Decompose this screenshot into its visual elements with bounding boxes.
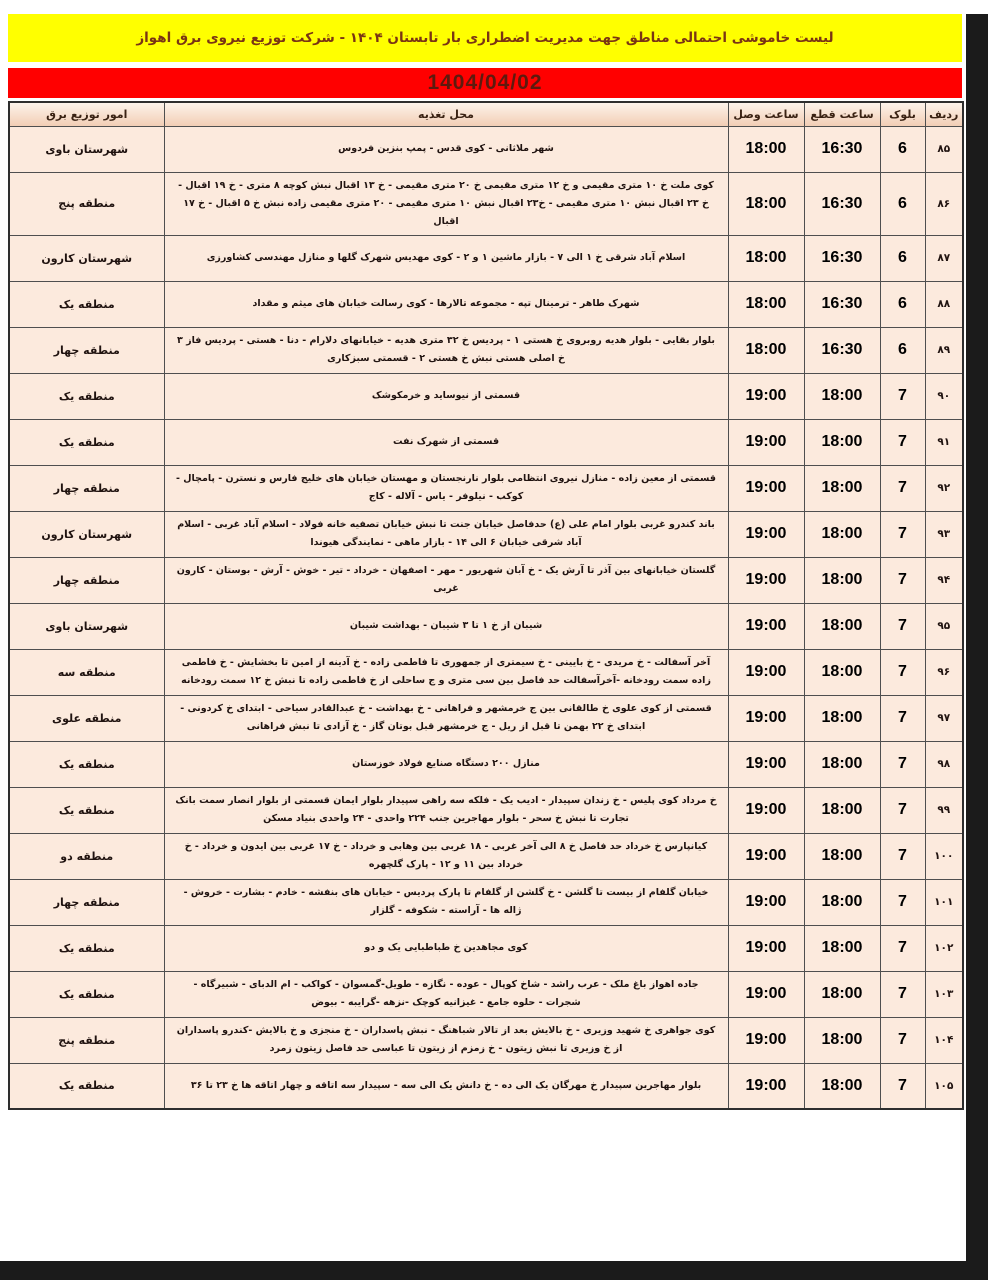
table-row: [9, 925, 963, 971]
row-number-cell: ۹۱: [925, 419, 963, 465]
location-cell: کیانپارس خ خرداد حد فاصل خ ۸ الی آخر غربی - ۱۸ غربی بین وهابی و خرداد - خ ۱۷ غربی بین ایدون و خرداد - خ خرداد بین ۱۱ و ۱۲ - پارک گلچهره: [164, 833, 728, 879]
table-row: [9, 373, 963, 419]
cut-time-cell: 18:00: [804, 373, 880, 419]
area-cell: منطقه یک: [9, 373, 164, 419]
table-row: [9, 1017, 963, 1063]
table-row: [9, 419, 963, 465]
outage-table: [8, 101, 964, 1110]
cut-time-cell: 18:00: [804, 557, 880, 603]
block-cell: 6: [880, 126, 925, 172]
restore-time-cell: 19:00: [728, 1063, 804, 1109]
row-number-cell: ۹۴: [925, 557, 963, 603]
location-cell: شیبان از خ ۱ تا ۳ شیبان - بهداشت شیبان: [164, 603, 728, 649]
location-cell: بلوار مهاجرین سپیدار خ مهرگان یک الی ده - خ دانش یک الی سه - سپیدار سه اتاقه و چهار اتاقه ها خ ۲۳ تا ۳۶: [164, 1063, 728, 1109]
cut-time-cell: 18:00: [804, 695, 880, 741]
cut-time-cell: 18:00: [804, 971, 880, 1017]
cut-time-cell: 18:00: [804, 787, 880, 833]
block-cell: 6: [880, 172, 925, 235]
block-cell: 7: [880, 649, 925, 695]
block-cell: 7: [880, 833, 925, 879]
cut-time-cell: 18:00: [804, 649, 880, 695]
area-cell: منطقه یک: [9, 281, 164, 327]
cut-time-cell: 18:00: [804, 741, 880, 787]
block-cell: 6: [880, 235, 925, 281]
table-row: [9, 603, 963, 649]
area-cell: شهرستان کارون: [9, 235, 164, 281]
area-cell: منطقه یک: [9, 787, 164, 833]
restore-time-cell: 18:00: [728, 172, 804, 235]
column-header-location: محل تغذیه: [164, 102, 728, 126]
restore-time-cell: 19:00: [728, 787, 804, 833]
location-cell: بلوار بقایی - بلوار هدیه روبروی خ هستی ۱ - پردیس خ ۳۲ متری هدیه - خیابانهای دلارام - دنا - هستی - پردیس فاز ۳ خ اصلی هستی نبش خ هستی ۲ - قسمتی سبزکاری: [164, 327, 728, 373]
table-row: [9, 235, 963, 281]
row-number-cell: ۹۲: [925, 465, 963, 511]
row-number-cell: ۹۷: [925, 695, 963, 741]
location-cell: کوی مجاهدین خ طباطبایی یک و دو: [164, 925, 728, 971]
row-number-cell: ۹۸: [925, 741, 963, 787]
column-header-restore-time: ساعت وصل: [728, 102, 804, 126]
area-cell: منطقه چهار: [9, 465, 164, 511]
block-cell: 7: [880, 741, 925, 787]
location-cell: اسلام آباد شرقی خ ۱ الی ۷ - بازار ماشین ۱ و ۲ - کوی مهدیس شهرک گلها و منازل مهندسی کشاورزی: [164, 235, 728, 281]
cut-time-cell: 18:00: [804, 465, 880, 511]
row-number-cell: ۸۶: [925, 172, 963, 235]
page-title: لیست خاموشی احتمالی مناطق جهت مدیریت اضطراری بار تابستان ۱۴۰۴ - شرکت توزیع نیروی برق اهواز: [136, 30, 834, 46]
restore-time-cell: 19:00: [728, 603, 804, 649]
location-cell: منازل ۲۰۰ دستگاه صنایع فولاد خوزستان: [164, 741, 728, 787]
restore-time-cell: 19:00: [728, 419, 804, 465]
block-cell: 7: [880, 557, 925, 603]
bottom-black-bar: [0, 1261, 988, 1280]
row-number-cell: ۹۶: [925, 649, 963, 695]
row-number-cell: ۱۰۱: [925, 879, 963, 925]
restore-time-cell: 18:00: [728, 126, 804, 172]
column-header-cut-time: ساعت قطع: [804, 102, 880, 126]
table-row: [9, 695, 963, 741]
table-row: [9, 1063, 963, 1109]
restore-time-cell: 18:00: [728, 235, 804, 281]
outage-schedule-sheet: [8, 14, 962, 1110]
table-row: [9, 741, 963, 787]
location-cell: قسمتی از معین زاده - منازل نیروی انتظامی بلوار نارنجستان و مهستان خیابان های خلیج فارس و نسترن - پامچال - کوکب - نیلوفر - یاس - آلاله - کاج: [164, 465, 728, 511]
restore-time-cell: 19:00: [728, 511, 804, 557]
restore-time-cell: 19:00: [728, 971, 804, 1017]
location-cell: آخر آسفالت - خ مریدی - خ بایینی - خ سیمتری از جمهوری تا فاطمی زاده - خ آدینه از امین تا بخشایش - خ فاطمی زاده سمت رودخانه -آخرآسفالت حد فاصل بین سی متری و ج ساحلی از خ فاطمی زاده تا نبش خ ۱۲ سمت رودخانه: [164, 649, 728, 695]
block-cell: 7: [880, 879, 925, 925]
cut-time-cell: 16:30: [804, 327, 880, 373]
column-header-block: بلوک: [880, 102, 925, 126]
row-number-cell: ۹۳: [925, 511, 963, 557]
cut-time-cell: 16:30: [804, 172, 880, 235]
table-row: [9, 833, 963, 879]
restore-time-cell: 19:00: [728, 649, 804, 695]
column-header-area: امور توزیع برق: [9, 102, 164, 126]
row-number-cell: ۱۰۲: [925, 925, 963, 971]
cut-time-cell: 18:00: [804, 511, 880, 557]
table-header-row: [9, 102, 963, 126]
block-cell: 7: [880, 373, 925, 419]
block-cell: 7: [880, 925, 925, 971]
area-cell: منطقه دو: [9, 833, 164, 879]
table-row: [9, 327, 963, 373]
table-row: [9, 172, 963, 235]
area-cell: شهرستان کارون: [9, 511, 164, 557]
table-row: [9, 649, 963, 695]
area-cell: منطقه یک: [9, 419, 164, 465]
location-cell: کوی ملت خ ۱۰ متری مقیمی و خ ۱۲ متری مقیمی خ ۲۰ متری مقیمی - خ ۱۳ اقبال نبش کوچه ۸ متری - خ ۱۹ اقبال - خ ۲۳ اقبال نبش ۱۰ متری مقیمی - خ۲۳ اقبال نبش ۱۰ متری مقیمی - ۲۰ متری مقیمی زاده نبش خ ۵ اقبال - خ ۱۷ اقبال: [164, 172, 728, 235]
location-cell: کوی جواهری خ شهید وزیری - خ بالایش بعد از تالار شباهنگ - نبش پاسداران - خ منجزی و خ بالایش -کندرو پاسداران از خ وزیری تا نبش زیتون - خ زمزم از زیتون تا عباسی حد فاصل زیتون زمرد: [164, 1017, 728, 1063]
restore-time-cell: 19:00: [728, 925, 804, 971]
table-row: [9, 465, 963, 511]
area-cell: منطقه یک: [9, 1063, 164, 1109]
cut-time-cell: 16:30: [804, 126, 880, 172]
table-row: [9, 971, 963, 1017]
cut-time-cell: 18:00: [804, 879, 880, 925]
location-cell: قسمتی از شهرک نفت: [164, 419, 728, 465]
area-cell: منطقه پنج: [9, 172, 164, 235]
block-cell: 7: [880, 971, 925, 1017]
cut-time-cell: 16:30: [804, 235, 880, 281]
restore-time-cell: 19:00: [728, 465, 804, 511]
title-banner: [8, 14, 962, 62]
area-cell: شهرستان باوی: [9, 126, 164, 172]
row-number-cell: ۹۹: [925, 787, 963, 833]
row-number-cell: ۱۰۴: [925, 1017, 963, 1063]
restore-time-cell: 19:00: [728, 879, 804, 925]
restore-time-cell: 19:00: [728, 373, 804, 419]
location-cell: گلستان خیابانهای بین آذر تا آرش یک - خ آبان شهریور - مهر - اصفهان - خرداد - تیر - خوش - آرش - بوستان - کارون غربی: [164, 557, 728, 603]
area-cell: منطقه علوی: [9, 695, 164, 741]
area-cell: منطقه چهار: [9, 879, 164, 925]
location-cell: شهر ملاثانی - کوی قدس - پمپ بنزین فردوس: [164, 126, 728, 172]
location-cell: خ مرداد کوی پلیس - خ زندان سپیدار - ادیب یک - فلکه سه راهی سپیدار بلوار ایمان قسمتی از بلوار انصار سمت بانک تجارت تا نبش خ سحر - بلوار مهاجرین جنب ۲۲۴ واحدی - ۲۴ واحدی بنیاد مسکن: [164, 787, 728, 833]
location-cell: قسمتی از نیوساید و خرمکوشک: [164, 373, 728, 419]
area-cell: منطقه یک: [9, 971, 164, 1017]
cut-time-cell: 18:00: [804, 925, 880, 971]
area-cell: منطقه چهار: [9, 327, 164, 373]
outage-table-body: [9, 126, 963, 1109]
location-cell: شهرک طاهر - ترمینال تپه - مجموعه تالارها - کوی رسالت خیابان های میثم و مقداد: [164, 281, 728, 327]
location-cell: باند کندرو غربی بلوار امام علی (ع) حدفاصل خیابان جنت تا نبش خیابان تصفیه خانه فولاد - اسلام آباد غربی - اسلام آباد شرقی خیابان ۶ الی ۱۴ - بازار ماهی - نمایندگی هیوندا: [164, 511, 728, 557]
block-cell: 7: [880, 603, 925, 649]
table-row: [9, 787, 963, 833]
location-cell: جاده اهواز باغ ملک - عرب راشد - شاخ کوپال - عوده - نگازه - طویل-گمسوان - کواکب - ام الدبای - شبیرگاه - شجرات - حلوه جامع - غیزانیه کوچک -نزهه -گرایبه - بیوض: [164, 971, 728, 1017]
area-cell: منطقه یک: [9, 925, 164, 971]
row-number-cell: ۹۰: [925, 373, 963, 419]
area-cell: منطقه سه: [9, 649, 164, 695]
cut-time-cell: 18:00: [804, 419, 880, 465]
restore-time-cell: 19:00: [728, 741, 804, 787]
row-number-cell: ۸۹: [925, 327, 963, 373]
restore-time-cell: 19:00: [728, 1017, 804, 1063]
restore-time-cell: 19:00: [728, 695, 804, 741]
area-cell: شهرستان باوی: [9, 603, 164, 649]
restore-time-cell: 18:00: [728, 281, 804, 327]
block-cell: 7: [880, 419, 925, 465]
cut-time-cell: 16:30: [804, 281, 880, 327]
area-cell: منطقه یک: [9, 741, 164, 787]
cut-time-cell: 18:00: [804, 603, 880, 649]
row-number-cell: ۱۰۰: [925, 833, 963, 879]
cut-time-cell: 18:00: [804, 1017, 880, 1063]
block-cell: 7: [880, 787, 925, 833]
block-cell: 7: [880, 511, 925, 557]
restore-time-cell: 18:00: [728, 327, 804, 373]
table-row: [9, 126, 963, 172]
row-number-cell: ۹۵: [925, 603, 963, 649]
restore-time-cell: 19:00: [728, 833, 804, 879]
block-cell: 7: [880, 695, 925, 741]
block-cell: 6: [880, 327, 925, 373]
location-cell: خیابان گلفام از بیست تا گلشن - خ گلشن از گلفام تا پارک پردیس - خیابان های بنفشه - خادم - بشارت - خروش - ژاله ها - آراسته - شکوفه - گلزار: [164, 879, 728, 925]
date-banner: [8, 68, 962, 98]
restore-time-cell: 19:00: [728, 557, 804, 603]
area-cell: منطقه چهار: [9, 557, 164, 603]
cut-time-cell: 18:00: [804, 833, 880, 879]
column-header-row-number: ردیف: [925, 102, 963, 126]
table-row: [9, 511, 963, 557]
block-cell: 7: [880, 1017, 925, 1063]
right-black-strip: [966, 14, 988, 1280]
row-number-cell: ۱۰۳: [925, 971, 963, 1017]
block-cell: 7: [880, 465, 925, 511]
row-number-cell: ۸۷: [925, 235, 963, 281]
location-cell: قسمتی از کوی علوی خ طالقانی بین ج خرمشهر و فراهانی - خ بهداشت - خ عبدالقادر سیاحی - ابتدای خ کردونی - ابتدای خ ۲۲ بهمن تا قبل از ریل - ج خرمشهر قبل بوتان گاز - خ آزادی تا نبش فراهانی: [164, 695, 728, 741]
table-row: [9, 557, 963, 603]
row-number-cell: ۱۰۵: [925, 1063, 963, 1109]
table-row: [9, 879, 963, 925]
row-number-cell: ۸۵: [925, 126, 963, 172]
area-cell: منطقه پنج: [9, 1017, 164, 1063]
cut-time-cell: 18:00: [804, 1063, 880, 1109]
block-cell: 7: [880, 1063, 925, 1109]
block-cell: 6: [880, 281, 925, 327]
table-row: [9, 281, 963, 327]
row-number-cell: ۸۸: [925, 281, 963, 327]
schedule-date: 1404/04/02: [427, 71, 543, 94]
